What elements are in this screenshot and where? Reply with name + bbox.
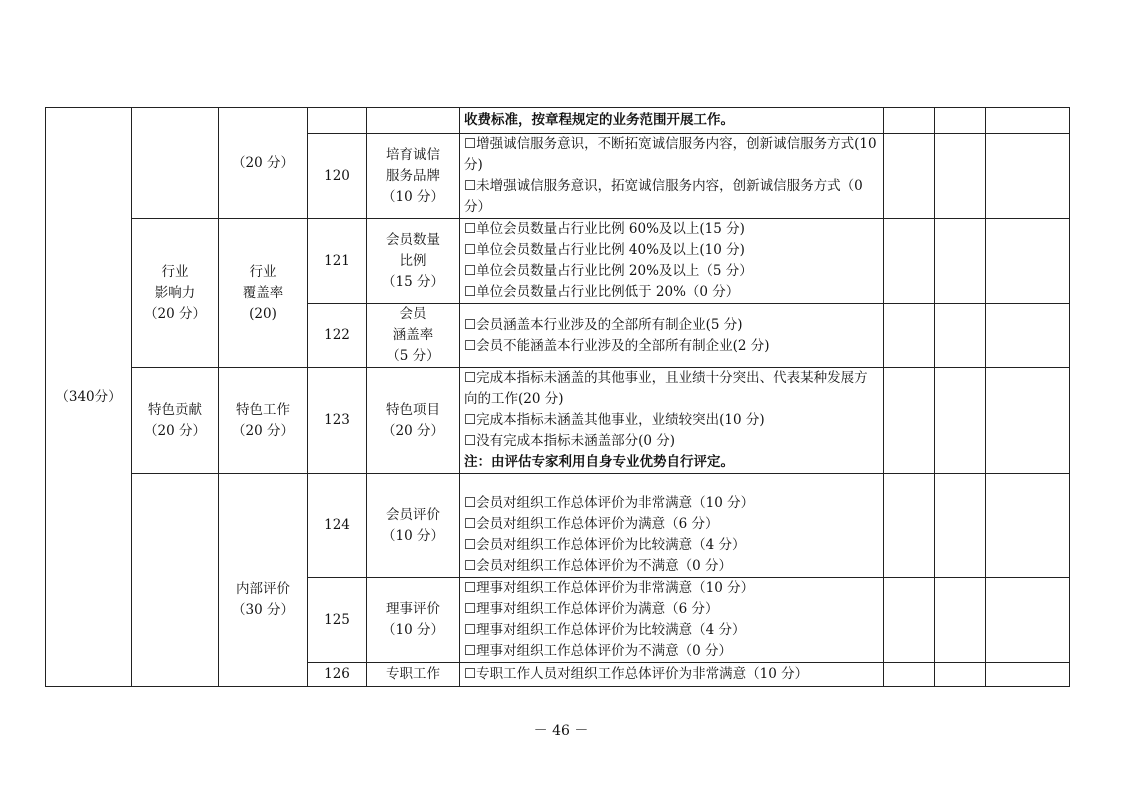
score-cell [935, 304, 986, 368]
number-cell: 123 [308, 368, 367, 474]
score-cell [884, 368, 935, 474]
indicator-cell: 理事评价 （10 分） [367, 578, 460, 663]
criteria-cell: ☐专职工作人员对组织工作总体评价为非常满意（10 分） [460, 663, 884, 687]
score-cell [935, 474, 986, 578]
indicator-cell: 专职工作 [367, 663, 460, 687]
score-cell [884, 304, 935, 368]
score-cell [884, 134, 935, 219]
criteria-cell: ☐会员对组织工作总体评价为非常满意（10 分） ☐会员对组织工作总体评价为满意（6 分） ☐会员对组织工作总体评价为比较满意（4 分） ☐会员对组织工作总体评价为不满意（0 分） [460, 474, 884, 578]
subgroup-cell: （20 分） [219, 108, 308, 219]
group-cell [132, 474, 219, 687]
score-cell [884, 578, 935, 663]
table-row [46, 368, 1070, 474]
criteria-cell: ☐单位会员数量占行业比例 60%及以上(15 分) ☐单位会员数量占行业比例 40%及以上(10 分) ☐单位会员数量占行业比例 20%及以上（5 分） ☐单位会员数量占行业比例低于 20%（0 分） [460, 219, 884, 304]
score-cell [986, 474, 1070, 578]
subgroup-cell: 特色工作 （20 分） [219, 368, 308, 474]
score-cell [986, 219, 1070, 304]
group-cell: 行业 影响力 （20 分） [132, 219, 219, 368]
score-cell [935, 368, 986, 474]
indicator-cell: 会员评价 （10 分） [367, 474, 460, 578]
indicator-cell: 会员数量 比例 （15 分） [367, 219, 460, 304]
table-row [46, 474, 1070, 578]
criteria-cell: ☐完成本指标未涵盖的其他事业，且业绩十分突出、代表某种发展方向的工作(20 分) ☐完成本指标未涵盖其他事业，业绩较突出(10 分) ☐没有完成本指标未涵盖部分(0 分) 注：由评估专家利用自身专业优势自行评定。 [460, 368, 884, 474]
category-cell: （340分） [46, 108, 132, 687]
note-text: 注：由评估专家利用自身专业优势自行评定。 [464, 454, 734, 470]
criteria-cell: ☐理事对组织工作总体评价为非常满意（10 分） ☐理事对组织工作总体评价为满意（6 分） ☐理事对组织工作总体评价为比较满意（4 分） ☐理事对组织工作总体评价为不满意（0 分） [460, 578, 884, 663]
score-cell [884, 663, 935, 687]
evaluation-table [45, 107, 1070, 687]
score-cell [884, 219, 935, 304]
subgroup-cell: 行业 覆盖率 (20) [219, 219, 308, 368]
score-cell [884, 474, 935, 578]
score-cell [986, 134, 1070, 219]
score-cell [935, 578, 986, 663]
number-cell: 124 [308, 474, 367, 578]
score-cell [935, 219, 986, 304]
score-cell [986, 368, 1070, 474]
score-cell [884, 108, 935, 134]
criteria-cell: ☐增强诚信服务意识，不断拓宽诚信服务内容，创新诚信服务方式(10 分) ☐未增强诚信服务意识，拓宽诚信服务内容，创新诚信服务方式（0 分） [460, 134, 884, 219]
criteria-cell: 收费标准，按章程规定的业务范围开展工作。 [460, 108, 884, 134]
number-cell: 121 [308, 219, 367, 304]
group-cell [132, 108, 219, 219]
score-cell [935, 108, 986, 134]
indicator-cell: 会员 涵盖率 （5 分） [367, 304, 460, 368]
score-cell [986, 304, 1070, 368]
score-cell [986, 108, 1070, 134]
indicator-cell: 特色项目 （20 分） [367, 368, 460, 474]
score-cell [935, 663, 986, 687]
page-number: － 46 － [533, 723, 589, 739]
indicator-cell: 培育诚信 服务品牌 （10 分） [367, 134, 460, 219]
table-row [46, 108, 1070, 134]
table-row [46, 219, 1070, 304]
score-cell [935, 134, 986, 219]
score-cell [986, 578, 1070, 663]
criteria-cell: ☐会员涵盖本行业涉及的全部所有制企业(5 分) ☐会员不能涵盖本行业涉及的全部所有制企业(2 分) [460, 304, 884, 368]
number-cell: 120 [308, 134, 367, 219]
group-cell: 特色贡献 （20 分） [132, 368, 219, 474]
number-cell: 125 [308, 578, 367, 663]
indicator-cell [367, 108, 460, 134]
number-cell [308, 108, 367, 134]
number-cell: 122 [308, 304, 367, 368]
number-cell: 126 [308, 663, 367, 687]
subgroup-cell: 内部评价 （30 分） [219, 474, 308, 687]
score-cell [986, 663, 1070, 687]
